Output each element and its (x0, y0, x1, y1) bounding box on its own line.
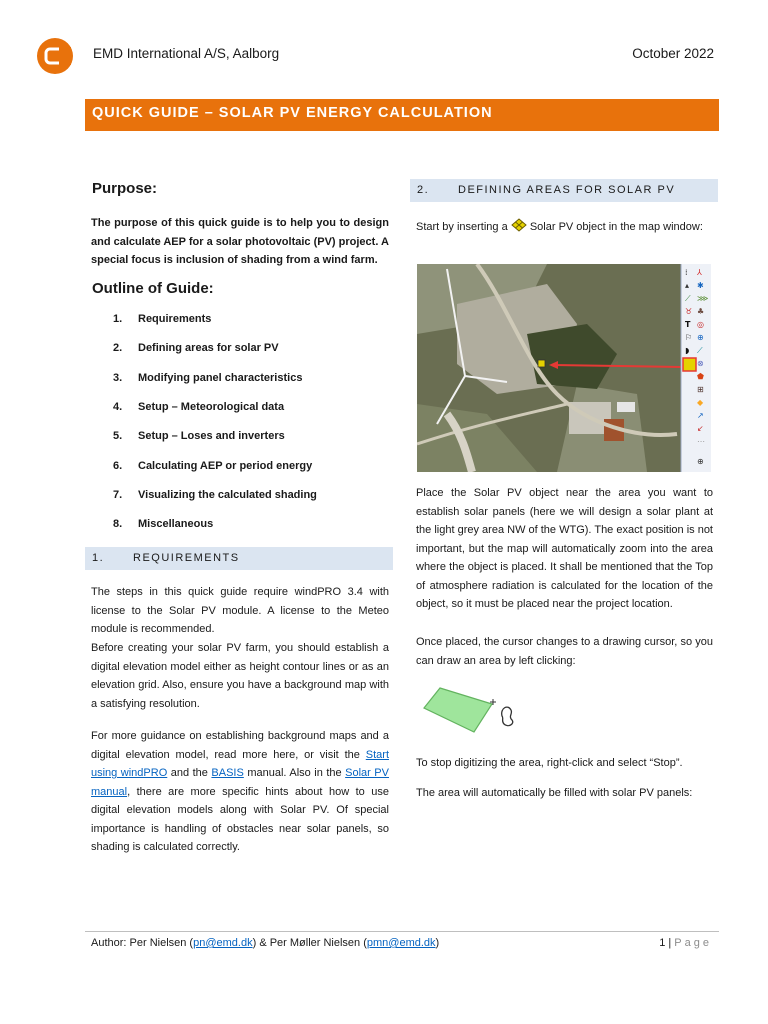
svg-text:⊞: ⊞ (697, 385, 704, 394)
svg-text:⋙: ⋙ (697, 294, 709, 303)
document-date: October 2022 (632, 46, 714, 61)
emd-logo (37, 38, 73, 74)
outline-item: 8. Miscellaneous (113, 518, 214, 530)
map-screenshot (417, 264, 711, 472)
requirements-paragraph-3: For more guidance on establishing background maps and a digital elevation model, read more here, or visit the Start using windPRO and the BASIS manual. Also in the Solar PV manual, there are more specific hints about how to use digital elevation models along with Solar PV. Of special importance is handling of obstacles near solar panels, so shading is calculated correctly. (91, 730, 389, 853)
email-link-pmn[interactable]: pmn@emd.dk (366, 937, 436, 949)
defining-paragraph-5: The area will automatically be filled with solar PV panels: (416, 787, 693, 799)
page-number: 1 | Page (659, 937, 712, 949)
footer-author: Author: Per Nielsen (pn@emd.dk) & Per Møller Nielsen (pmn@emd.dk) (91, 937, 440, 949)
svg-text:◆: ◆ (697, 398, 704, 407)
svg-text:⊕: ⊕ (697, 457, 704, 466)
outline-item: 6. Calculating AEP or period energy (113, 460, 313, 472)
svg-text:⟋: ⟋ (685, 294, 691, 303)
outline-item: 3. Modifying panel characteristics (113, 372, 303, 384)
svg-text:⟋: ⟋ (697, 346, 703, 355)
svg-text:♣: ♣ (697, 307, 705, 316)
start-using-windpro-link[interactable]: Start using windPRO (91, 748, 389, 779)
requirements-paragraph-2: Before creating your solar PV farm, you should establish a digital elevation model either as height contour lines or as an elevation grid. Also, ensure you have a background map with a satisfying resolution. (91, 642, 389, 710)
email-link-pn[interactable]: pn@emd.dk (193, 937, 253, 949)
svg-text:⅄: ⅄ (697, 268, 702, 277)
outline-item: 4. Setup – Meteorological data (113, 401, 285, 413)
purpose-heading: Purpose: (92, 180, 158, 197)
svg-text:↙: ↙ (697, 424, 704, 433)
footer-divider (85, 931, 719, 932)
svg-text:◗: ◗ (685, 346, 690, 355)
document-title: QUICK GUIDE – SOLAR PV ENERGY CALCULATION (92, 105, 493, 121)
title-banner (85, 99, 719, 131)
svg-text:↗: ↗ (697, 411, 704, 420)
solar-pv-manual-link[interactable]: Solar PV manual (91, 767, 389, 798)
outline-item: 5. Setup – Loses and inverters (113, 430, 285, 442)
outline-item: 1. Requirements (113, 313, 212, 325)
defining-paragraph-4: To stop digitizing the area, right-click and select “Stop”. (416, 757, 683, 769)
svg-text:⊗: ⊗ (697, 359, 704, 368)
svg-text:⚐: ⚐ (685, 333, 693, 342)
outline-item: 2. Defining areas for solar PV (113, 342, 279, 354)
svg-text:⬟: ⬟ (697, 372, 704, 381)
svg-text:♉: ♉ (685, 307, 693, 316)
svg-text:⊕: ⊕ (697, 333, 704, 342)
section-header-defining-areas: 2. DEFINING AREAS FOR SOLAR PV (410, 179, 718, 202)
svg-text:⋯: ⋯ (697, 437, 705, 446)
basis-link[interactable]: BASIS (211, 767, 244, 779)
solar-pv-object-icon (511, 218, 527, 232)
section-header-requirements: 1. REQUIREMENTS (85, 547, 393, 570)
defining-paragraph-2: Place the Solar PV object near the area you want to establish solar panels (here we will design a solar plant at the light grey area NW of the WTG). The exact position is not important, but the map will automatically zoom into the area where the object is placed. It shall be mentioned that the Top of atmosphere radiation is calculated for the location of the object, so it must be placed near the project location. (416, 487, 713, 610)
svg-text:⁞: ⁞ (685, 268, 688, 277)
svg-text:▴: ▴ (685, 281, 690, 290)
defining-paragraph-3: Once placed, the cursor changes to a drawing cursor, so you can draw an area by left clicking: (416, 636, 713, 667)
outline-heading: Outline of Guide: (92, 280, 214, 297)
svg-text:T: T (685, 320, 691, 329)
svg-text:✱: ✱ (697, 281, 704, 290)
purpose-text: The purpose of this quick guide is to help you to design and calculate AEP for a solar photovoltaic (PV) project. A special focus is inclusion of shading from a wind farm. (91, 217, 389, 266)
svg-text:◎: ◎ (697, 320, 704, 329)
defining-paragraph-1: Start by inserting a Solar PV object in the map window: (416, 218, 713, 237)
requirements-paragraph-1: The steps in this quick guide require windPRO 3.4 with license to the Solar PV module. A license to the Meteo module is recommended. (91, 586, 389, 635)
company-name: EMD International A/S, Aalborg (93, 46, 280, 61)
outline-item: 7. Visualizing the calculated shading (113, 489, 317, 501)
drawing-cursor-illustration (416, 680, 536, 742)
